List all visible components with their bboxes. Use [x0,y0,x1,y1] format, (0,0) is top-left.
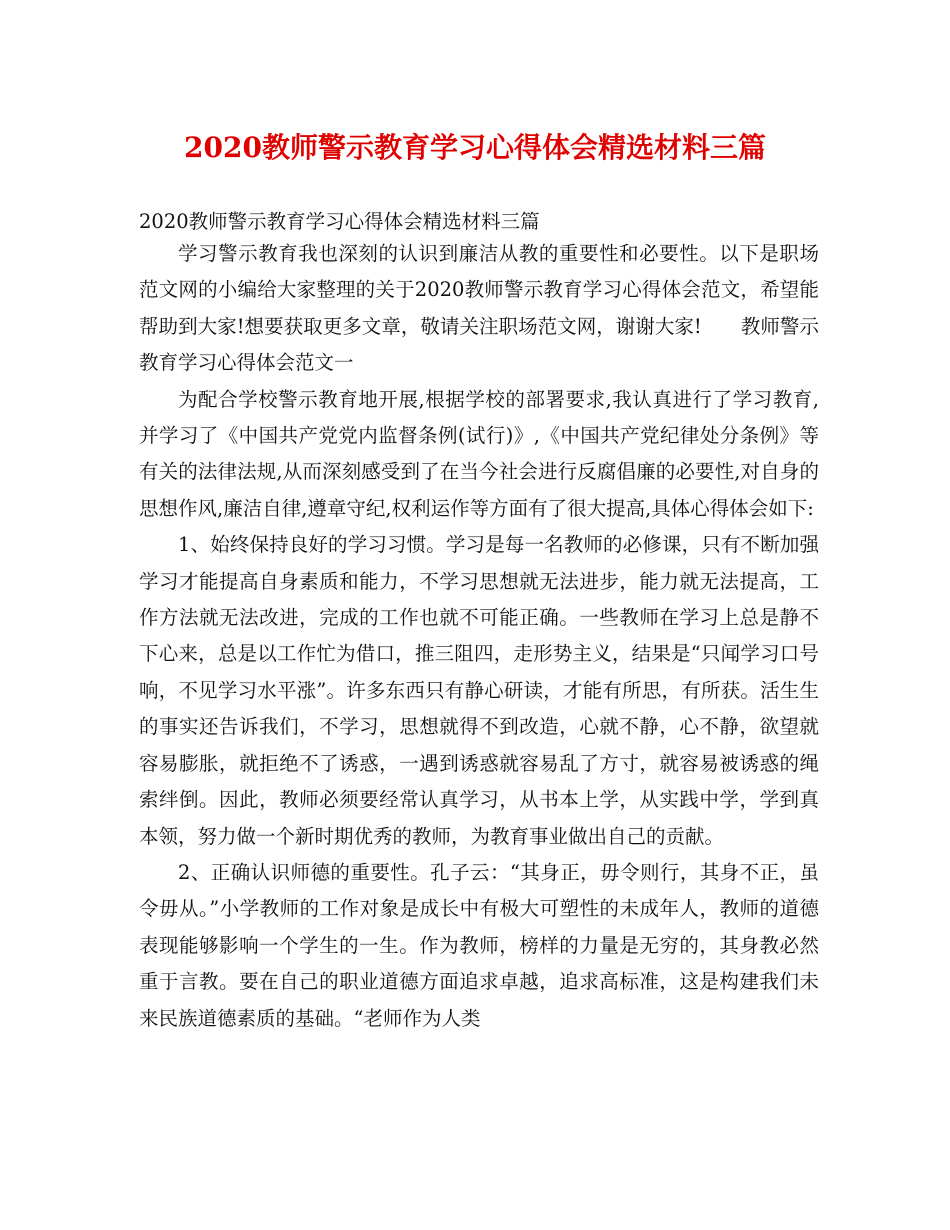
paragraph-point-1: 1、始终保持良好的学习习惯。学习是每一名教师的必修课，只有不断加强学习才能提高自身素质和能力，不学习思想就无法进步，能力就无法提高，工作方法就无法改进，完成的工作也就不可能正确。一些教师在学习上总是静不下心来，总是以工作忙为借口，推三阻四，走形势主义，结果是“只闻学习口号响，不见学习水平涨”。许多东西只有静心研读，才能有所思，有所获。活生生的事实还告诉我们，不学习，思想就得不到改造，心就不静，心不静，欲望就容易膨胀，就拒绝不了诱惑，一遇到诱惑就容易乱了方寸，就容易被诱惑的绳索绊倒。因此，教师必须要经常认真学习，从书本上学，从实践中学，学到真本领，努力做一个新时期优秀的教师，为教育事业做出自己的贡献。 [139,533,819,848]
document-title: 2020教师警示教育学习心得体会精选材料三篇 [184,131,766,164]
document-body [139,236,819,1037]
paragraph-intro: 学习警示教育我也深刻的认识到廉洁从教的重要性和必要性。以下是职场范文网的小编给大家整理的关于2020教师警示教育学习心得体会范文，希望能帮助到大家!想要获取更多文章，敬请关注职场范文网，谢谢大家! 教师警示教育学习心得体会范文一 [139,242,819,375]
paragraph-point-2: 2、正确认识师德的重要性。孔子云：“其身正，毋令则行，其身不正，虽令毋从。”小学教师的工作对象是成长中有极大可塑性的未成年人，教师的道德表现能够影响一个学生的一生。作为教师，榜样的力量是无穷的，其身教必然重于言教。要在自己的职业道德方面追求卓越，追求高标准，这是构建我们未来民族道德素质的基础。“老师作为人类 [139,860,819,1030]
document-subtitle: 2020教师警示教育学习心得体会精选材料三篇 [139,210,540,233]
paragraph-context: 为配合学校警示教育地开展,根据学校的部署要求,我认真进行了学习教育,并学习了《中国共产党党内监督条例(试行)》,《中国共产党纪律处分条例》等有关的法律法规,从而深刻感受到了在当今社会进行反腐倡廉的必要性,对自身的思想作风,廉洁自律,遵章守纪,权利运作等方面有了很大提高,具体心得体会如下: [139,387,819,520]
